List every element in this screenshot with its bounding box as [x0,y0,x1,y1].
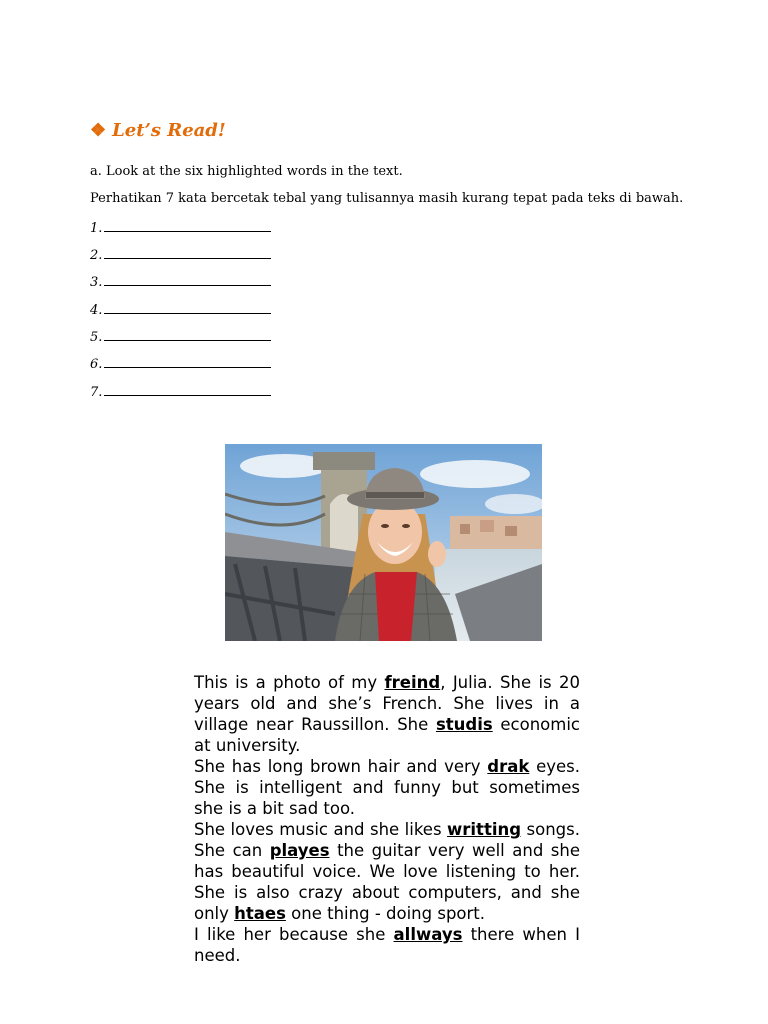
passage-text: economic at university. [194,715,580,755]
passage-text: She has long brown hair and very [194,757,488,776]
instruction-indonesian: Perhatikan 7 kata bercetak tebal yang tulisannya masih kurang tepat pada teks di bawah. [90,191,684,206]
answer-blank[interactable] [104,355,271,368]
answer-blank[interactable] [104,273,271,286]
answer-number: 2. [90,248,103,263]
heading-text: Let’s Read! [112,120,226,141]
highlighted-word: studis [435,715,493,734]
photo-woman-on-bridge [225,444,542,641]
passage-text: eyes. She is intelligent and funny but sometimes she is a bit sad too. [194,757,580,818]
passage-text: She loves music and she likes [194,820,448,839]
passage-text: , Julia. She is 20 years old and she’s French. She lives in a village near Raussillon. She [194,673,580,734]
diamond-bullet-icon: ❖ [90,120,107,141]
passage-paragraph-3 [194,819,580,924]
answer-item-2 [90,246,271,264]
passage-text: This is a photo of my [194,673,385,692]
answer-number: 5. [90,330,103,345]
answer-item-1 [90,219,271,237]
answer-item-3 [90,273,271,291]
answer-blank[interactable] [104,328,271,341]
answer-blank[interactable] [104,219,271,232]
answer-item-5 [90,328,271,346]
answer-blank[interactable] [104,246,271,259]
section-heading [90,120,226,141]
passage-paragraph-2 [194,756,580,819]
passage-paragraph-1 [194,672,580,756]
answer-item-4 [90,301,271,319]
highlighted-word: playes [269,841,330,860]
answer-item-7 [90,383,271,401]
highlighted-word: allways [393,925,463,944]
highlighted-word: writting [447,820,522,839]
answer-number: 6. [90,357,103,372]
passage-text: one thing - doing sport. [285,904,486,923]
answer-blank[interactable] [104,301,271,314]
instruction-english: a. Look at the six highlighted words in the text. [90,164,403,179]
highlighted-word: htaes [234,904,286,923]
answer-number: 7. [90,385,103,400]
passage-text: I like her because she [194,925,394,944]
highlighted-word: drak [487,757,530,776]
photo-illustration [225,444,542,641]
answer-number: 4. [90,303,103,318]
answer-blank[interactable] [104,383,271,396]
answer-number: 3. [90,275,103,290]
passage-text: there when I need. [194,925,580,965]
passage-text: the guitar very well and she has beautiful voice. We love listening to her. She is also crazy about computers, and she only [194,841,580,923]
passage-paragraph-4 [194,924,580,966]
highlighted-word: freind [384,673,441,692]
answer-item-6 [90,355,271,373]
reading-passage [194,672,580,966]
passage-text: songs. She can [194,820,580,860]
answer-number: 1. [90,221,103,236]
